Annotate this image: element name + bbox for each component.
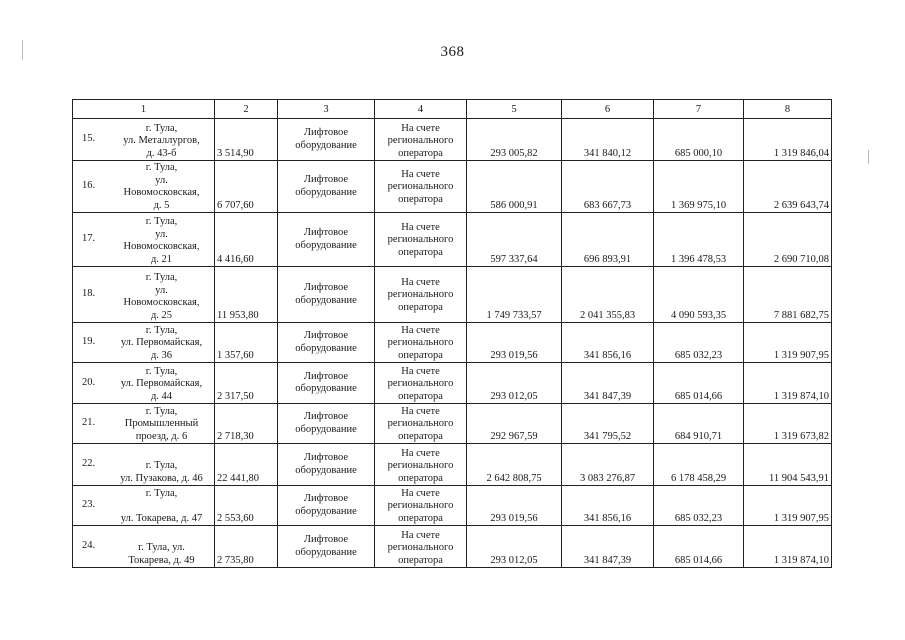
- table-row: [73, 213, 832, 267]
- cost-cell-7: 1 369 975,10: [654, 161, 744, 213]
- area-cell: 6 707,60: [215, 161, 278, 213]
- account-cell: [375, 363, 467, 404]
- account-line: регионального: [387, 378, 454, 389]
- work-type-line: оборудование: [295, 464, 357, 476]
- cost-cell-7: 684 910,71: [654, 404, 744, 444]
- work-type-line: оборудование: [295, 546, 357, 558]
- header-cell-7: 7: [654, 100, 744, 119]
- table-row: [73, 444, 832, 486]
- cost-cell-6: 3 083 276,87: [562, 444, 654, 486]
- work-type-line: оборудование: [295, 505, 357, 517]
- table-row: [73, 404, 832, 444]
- cost-cell-5: 1 749 733,57: [467, 267, 562, 323]
- work-type-line: оборудование: [295, 423, 357, 435]
- account-line: регионального: [387, 289, 454, 300]
- account-line: На счете: [401, 365, 440, 377]
- cost-cell-6: 341 856,16: [562, 486, 654, 526]
- header-cell-2: 2: [215, 100, 278, 119]
- address-line: д. 5: [153, 199, 170, 211]
- left-margin-mark: [22, 40, 23, 60]
- row-number: 23.: [82, 499, 96, 511]
- account-line: оператора: [398, 147, 443, 159]
- cost-cell-7: 685 032,23: [654, 323, 744, 363]
- account-cell: [375, 323, 467, 363]
- account-line: оператора: [398, 390, 443, 402]
- account-line: На счете: [401, 447, 440, 459]
- work-type-line: оборудование: [295, 383, 357, 394]
- row-number: 15.: [82, 133, 96, 145]
- work-type-cell: [278, 526, 375, 568]
- work-type-line: Лифтовое: [303, 282, 349, 293]
- cost-cell-8: 1 319 907,95: [744, 486, 832, 526]
- account-cell: [375, 161, 467, 213]
- work-type-line: Лифтовое: [303, 174, 349, 185]
- account-line: регионального: [387, 542, 454, 553]
- account-line: На счете: [401, 168, 440, 180]
- row-number: 19.: [82, 336, 96, 348]
- address-line: г. Тула, ул.: [138, 542, 185, 553]
- capital-repair-table: [72, 99, 832, 568]
- cost-cell-5: 586 000,91: [467, 161, 562, 213]
- address-cell: [73, 404, 215, 444]
- work-type-line: Лифтовое: [303, 330, 349, 341]
- work-type-line: Лифтовое: [303, 127, 349, 138]
- address-line: ул. Токарева, д. 47: [120, 512, 203, 524]
- area-cell: 1 357,60: [215, 323, 278, 363]
- account-cell: [375, 267, 467, 323]
- account-cell: [375, 213, 467, 267]
- work-type-line: оборудование: [295, 139, 357, 151]
- work-type-line: Лифтовое: [303, 452, 349, 463]
- row-number: 20.: [82, 376, 96, 388]
- address-line: Промышленный: [124, 418, 199, 429]
- cost-cell-6: 341 847,39: [562, 526, 654, 568]
- header-cell-4: 4: [375, 100, 467, 119]
- address-cell: [73, 526, 215, 568]
- address-line: ул. Пузакова, д. 46: [120, 472, 203, 484]
- cost-cell-5: 293 012,05: [467, 526, 562, 568]
- account-line: оператора: [398, 246, 443, 258]
- address-cell: [73, 213, 215, 267]
- cost-cell-8: 1 319 846,04: [744, 119, 832, 161]
- account-line: оператора: [398, 301, 443, 313]
- area-cell: 4 416,60: [215, 213, 278, 267]
- row-number: 17.: [82, 233, 96, 245]
- cost-cell-7: 685 014,66: [654, 363, 744, 404]
- work-type-cell: [278, 213, 375, 267]
- cost-cell-8: 1 319 673,82: [744, 404, 832, 444]
- header-cell-6: 6: [562, 100, 654, 119]
- row-number: 16.: [82, 180, 96, 192]
- account-line: регионального: [387, 418, 454, 429]
- address-line: д. 36: [150, 349, 173, 361]
- address-line: д. 21: [150, 253, 173, 265]
- account-line: На счете: [401, 405, 440, 417]
- work-type-cell: [278, 119, 375, 161]
- row-number: 18.: [82, 288, 96, 300]
- account-line: На счете: [401, 276, 440, 288]
- cost-cell-7: 6 178 458,29: [654, 444, 744, 486]
- address-cell: [73, 161, 215, 213]
- header-row: [73, 100, 832, 119]
- account-line: оператора: [398, 430, 443, 442]
- cost-cell-5: 293 005,82: [467, 119, 562, 161]
- work-type-line: оборудование: [295, 294, 357, 306]
- account-line: На счете: [401, 221, 440, 233]
- cost-cell-5: 293 019,56: [467, 323, 562, 363]
- area-cell: 2 718,30: [215, 404, 278, 444]
- cost-cell-8: 2 690 710,08: [744, 213, 832, 267]
- work-type-line: Лифтовое: [303, 227, 349, 238]
- address-cell: [73, 267, 215, 323]
- work-type-cell: [278, 267, 375, 323]
- account-line: регионального: [387, 234, 454, 245]
- work-type-line: Лифтовое: [303, 493, 349, 504]
- address-line: Новомосковская,: [123, 187, 200, 198]
- cost-cell-7: 4 090 593,35: [654, 267, 744, 323]
- cost-cell-8: 2 639 643,74: [744, 161, 832, 213]
- cost-cell-8: 1 319 907,95: [744, 323, 832, 363]
- work-type-line: оборудование: [295, 186, 357, 198]
- work-type-cell: [278, 486, 375, 526]
- address-line: д. 44: [150, 390, 173, 402]
- row-number: 24.: [82, 540, 96, 552]
- account-cell: [375, 404, 467, 444]
- account-line: регионального: [387, 460, 454, 471]
- address-line: [109, 500, 214, 513]
- area-cell: 3 514,90: [215, 119, 278, 161]
- cost-cell-6: 341 840,12: [562, 119, 654, 161]
- header-cell-8: 8: [744, 100, 832, 119]
- work-type-line: Лифтовое: [303, 370, 349, 382]
- cost-cell-6: 683 667,73: [562, 161, 654, 213]
- cost-cell-5: 293 012,05: [467, 363, 562, 404]
- page-number: 368: [440, 44, 465, 60]
- area-cell: 2 317,50: [215, 363, 278, 404]
- work-type-line: Лифтовое: [303, 411, 349, 422]
- address-line: ул.: [155, 284, 168, 296]
- account-line: оператора: [398, 512, 443, 524]
- account-line: оператора: [398, 554, 443, 566]
- area-cell: 11 953,80: [215, 267, 278, 323]
- address-line: ул. Первомайская,: [120, 378, 203, 389]
- address-cell: [73, 363, 215, 404]
- work-type-cell: [278, 363, 375, 404]
- address-cell: [73, 119, 215, 161]
- address-line: г. Тула,: [145, 405, 178, 417]
- address-line: ул.: [155, 174, 168, 186]
- account-cell: [375, 444, 467, 486]
- account-cell: [375, 486, 467, 526]
- table-row: [73, 526, 832, 568]
- address-line: г. Тула,: [145, 272, 178, 283]
- address-line: ул. Металлургов,: [123, 135, 200, 146]
- address-line: г. Тула,: [145, 487, 178, 499]
- header-cell-5: 5: [467, 100, 562, 119]
- account-line: На счете: [401, 122, 440, 134]
- work-type-cell: [278, 161, 375, 213]
- cost-cell-6: 696 893,91: [562, 213, 654, 267]
- cost-cell-6: 341 847,39: [562, 363, 654, 404]
- cost-cell-6: 2 041 355,83: [562, 267, 654, 323]
- address-line: г. Тула,: [145, 324, 178, 336]
- cost-cell-8: 1 319 874,10: [744, 363, 832, 404]
- cost-cell-6: 341 795,52: [562, 404, 654, 444]
- cost-cell-8: 11 904 543,91: [744, 444, 832, 486]
- address-cell: [73, 486, 215, 526]
- area-cell: 2 735,80: [215, 526, 278, 568]
- row-number: 22.: [82, 458, 96, 470]
- address-cell: [73, 323, 215, 363]
- area-cell: 22 441,80: [215, 444, 278, 486]
- cost-cell-6: 341 856,16: [562, 323, 654, 363]
- cost-cell-7: 685 014,66: [654, 526, 744, 568]
- cost-cell-7: 685 000,10: [654, 119, 744, 161]
- address-line: Токарева, д. 49: [128, 554, 195, 566]
- row-number: 21.: [82, 417, 96, 429]
- table-row: [73, 267, 832, 323]
- cost-cell-8: 1 319 874,10: [744, 526, 832, 568]
- header-cell-3: 3: [278, 100, 375, 119]
- account-line: На счете: [401, 487, 440, 499]
- address-line: г. Тула,: [145, 460, 178, 471]
- header-cell-1: 1: [73, 100, 215, 119]
- table-row: [73, 161, 832, 213]
- address-line: Новомосковская,: [123, 241, 200, 252]
- cost-cell-7: 1 396 478,53: [654, 213, 744, 267]
- area-cell: 2 553,60: [215, 486, 278, 526]
- account-line: На счете: [401, 324, 440, 336]
- address-line: Новомосковская,: [123, 297, 200, 308]
- cost-cell-5: 292 967,59: [467, 404, 562, 444]
- address-line: ул.: [155, 228, 168, 240]
- account-line: оператора: [398, 193, 443, 205]
- cost-cell-8: 7 881 682,75: [744, 267, 832, 323]
- address-line: ул. Первомайская,: [120, 337, 203, 348]
- work-type-cell: [278, 404, 375, 444]
- cost-cell-5: 293 019,56: [467, 486, 562, 526]
- address-line: г. Тула,: [145, 122, 178, 134]
- work-type-line: оборудование: [295, 342, 357, 354]
- address-line: г. Тула,: [145, 365, 178, 377]
- table-row: [73, 363, 832, 404]
- table-row: [73, 486, 832, 526]
- table-row: [73, 323, 832, 363]
- account-line: На счете: [401, 529, 440, 541]
- account-cell: [375, 526, 467, 568]
- address-line: д. 43-б: [146, 147, 177, 159]
- cost-cell-5: 2 642 808,75: [467, 444, 562, 486]
- work-type-line: Лифтовое: [303, 534, 349, 545]
- account-line: регионального: [387, 500, 454, 511]
- right-margin-mark: [868, 150, 869, 164]
- address-line: г. Тула,: [145, 216, 178, 227]
- account-line: регионального: [387, 181, 454, 192]
- account-cell: [375, 119, 467, 161]
- account-line: регионального: [387, 135, 454, 146]
- account-line: оператора: [398, 472, 443, 484]
- address-line: д. 25: [150, 309, 173, 321]
- account-line: оператора: [398, 349, 443, 361]
- work-type-cell: [278, 444, 375, 486]
- cost-cell-7: 685 032,23: [654, 486, 744, 526]
- address-line: проезд, д. 6: [135, 430, 188, 442]
- cost-cell-5: 597 337,64: [467, 213, 562, 267]
- work-type-line: оборудование: [295, 239, 357, 251]
- table-body: [73, 119, 832, 568]
- address-cell: [73, 444, 215, 486]
- work-type-cell: [278, 323, 375, 363]
- account-line: регионального: [387, 337, 454, 348]
- address-line: г. Тула,: [145, 162, 178, 173]
- table-row: [73, 119, 832, 161]
